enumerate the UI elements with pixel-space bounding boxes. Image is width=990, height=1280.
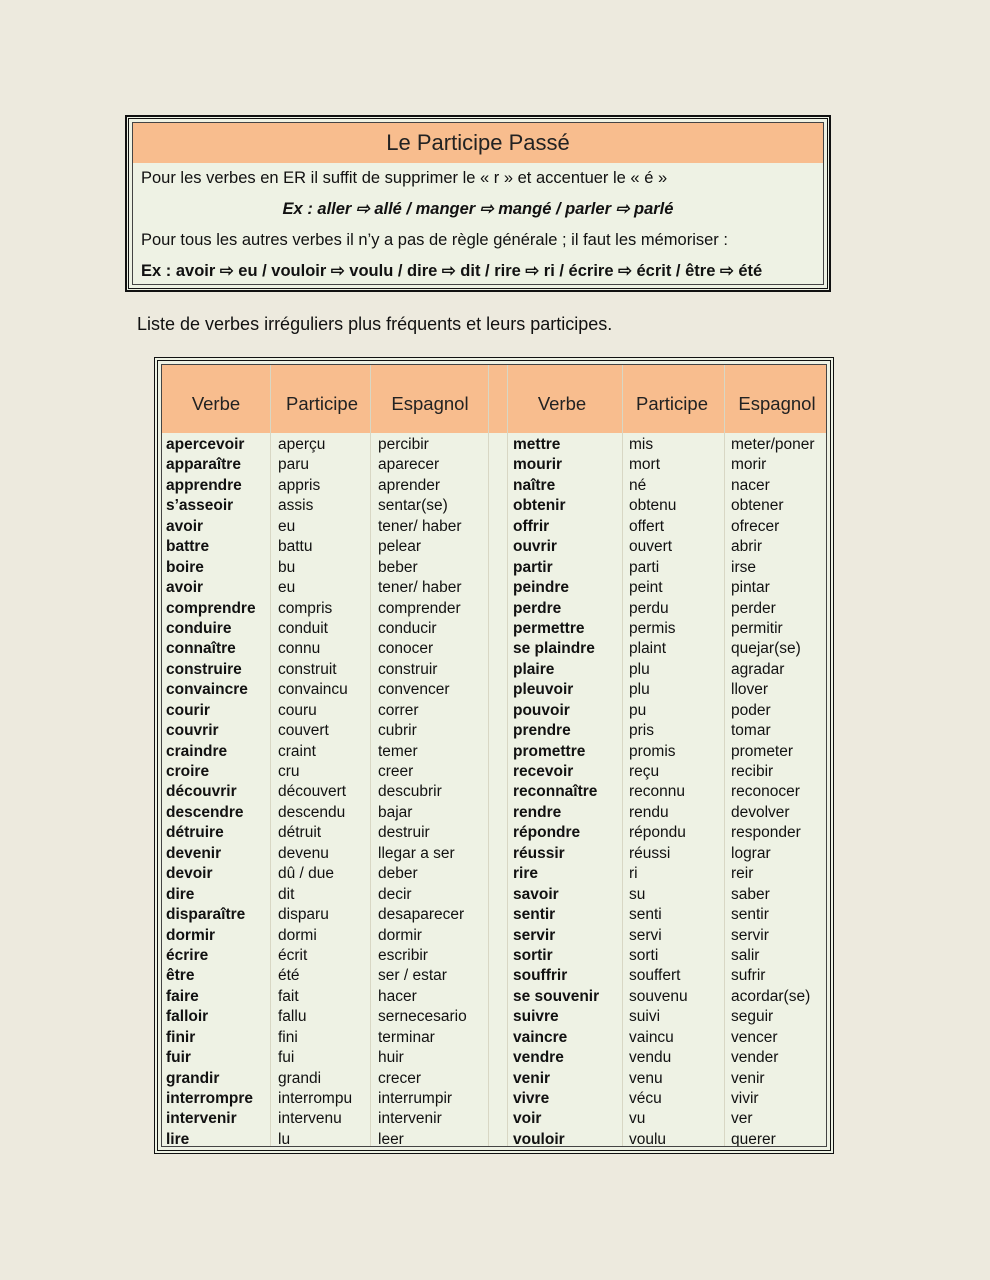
participle-2-cell: vécu — [629, 1090, 662, 1107]
verb-fr-1-cell: s’asseoir — [166, 497, 234, 515]
verb-fr-2-cell: se souvenir — [513, 987, 600, 1005]
participle-1-cell: dit — [278, 885, 295, 903]
verb-fr-1-cell: boire — [166, 558, 204, 576]
spanish-2-cell: vencer — [731, 1028, 778, 1046]
verb-fr-2-cell: souffrir — [513, 967, 568, 985]
table-row — [162, 537, 826, 557]
spanish-2-cell: meter/poner — [731, 436, 815, 453]
participle-1-cell: convaincu — [278, 681, 348, 699]
spanish-2-cell: nacer — [731, 476, 770, 494]
verb-fr-2-cell: vivre — [513, 1090, 550, 1107]
verb-fr-1-cell: devenir — [166, 844, 222, 862]
spanish-1-cell: conducir — [378, 619, 437, 637]
verb-fr-1-cell: apparaître — [166, 456, 241, 474]
participle-1-cell: conduit — [278, 619, 328, 637]
participle-1-cell: fallu — [278, 1008, 307, 1026]
header-participe-1: Participe — [286, 393, 358, 414]
spanish-2-cell: responder — [731, 824, 801, 842]
header-verbe-2: Verbe — [537, 393, 587, 414]
spanish-1-cell: construir — [378, 660, 438, 678]
participle-1-cell: craint — [278, 742, 316, 760]
participle-2-cell: reconnu — [629, 783, 686, 801]
spanish-2-cell: poder — [731, 701, 771, 719]
spanish-1-cell: aparecer — [378, 456, 440, 474]
spanish-2-cell: reconocer — [731, 783, 800, 801]
participle-2-cell: reçu — [629, 763, 660, 780]
verb-fr-1-cell: craindre — [166, 742, 228, 760]
verb-fr-2-cell: rendre — [513, 803, 562, 821]
verb-fr-2-cell: servir — [513, 926, 556, 944]
table-row — [162, 1109, 826, 1129]
spanish-2-cell: morir — [731, 456, 767, 474]
participle-2-cell: pris — [629, 722, 654, 740]
verb-fr-1-cell: descendre — [166, 803, 244, 821]
verb-fr-2-cell: répondre — [513, 824, 581, 842]
participle-1-cell: détruit — [278, 824, 322, 842]
table-row — [162, 1007, 826, 1027]
participle-1-cell: écrit — [278, 946, 308, 964]
participle-2-cell: vu — [629, 1110, 646, 1128]
spanish-1-cell: tener/ haber — [378, 579, 462, 597]
verb-fr-1-cell: détruire — [166, 824, 224, 842]
participle-2-cell: permis — [629, 619, 676, 637]
participle-2-cell: offert — [629, 517, 665, 535]
table-row — [162, 1089, 826, 1109]
spanish-2-cell: pintar — [731, 579, 770, 597]
verb-fr-2-cell: plaire — [513, 660, 555, 678]
verb-fr-1-cell: faire — [166, 987, 199, 1005]
spanish-2-cell: vivir — [731, 1090, 759, 1107]
spanish-2-cell: quejar(se) — [731, 640, 801, 658]
spanish-1-cell: destruir — [378, 824, 430, 842]
table-row — [162, 1069, 826, 1089]
participle-2-cell: senti — [629, 906, 662, 924]
spanish-2-cell: abrir — [731, 538, 763, 556]
spanish-1-cell: deber — [378, 865, 418, 883]
verb-fr-1-cell: conduire — [166, 619, 232, 637]
table-row — [162, 721, 826, 741]
table-row — [162, 803, 826, 823]
rule-box-inner — [132, 122, 824, 285]
table-row — [162, 701, 826, 721]
spanish-2-cell: perder — [731, 599, 776, 617]
verb-fr-1-cell: apercevoir — [166, 436, 245, 453]
spanish-1-cell: convencer — [378, 681, 450, 699]
header-verbe-1: Verbe — [191, 393, 241, 414]
participle-2-cell: réussi — [629, 844, 671, 862]
verb-fr-2-cell: partir — [513, 558, 553, 576]
table-row — [162, 455, 826, 475]
verb-fr-1-cell: interrompre — [166, 1090, 253, 1107]
spanish-1-cell: terminar — [378, 1028, 435, 1046]
participle-2-cell: mis — [629, 436, 654, 453]
verb-fr-1-cell: croire — [166, 763, 210, 780]
spanish-1-cell: ser / estar — [378, 967, 447, 985]
verb-fr-2-cell: recevoir — [513, 763, 574, 780]
participle-1-cell: eu — [278, 579, 296, 597]
table-row — [162, 1048, 826, 1068]
participle-2-cell: plaint — [629, 640, 667, 658]
table-row — [162, 660, 826, 680]
participle-1-cell: lu — [278, 1130, 291, 1147]
table-row — [162, 926, 826, 946]
verb-fr-1-cell: dormir — [166, 926, 216, 944]
table-row — [162, 1028, 826, 1048]
participle-2-cell: souffert — [629, 967, 681, 985]
spanish-1-cell: tener/ haber — [378, 517, 462, 535]
verb-fr-1-cell: convaincre — [166, 681, 248, 699]
participle-1-cell: eu — [278, 517, 296, 535]
participle-1-cell: dû / due — [278, 865, 335, 883]
spanish-2-cell: llover — [731, 681, 769, 699]
verb-fr-2-cell: rire — [513, 865, 538, 883]
verb-fr-1-cell: être — [166, 967, 195, 985]
verb-fr-2-cell: reconnaître — [513, 783, 598, 801]
participle-1-cell: connu — [278, 640, 321, 658]
participle-2-cell: né — [629, 476, 647, 494]
spanish-1-cell: beber — [378, 558, 418, 576]
spanish-1-cell: intervenir — [378, 1110, 442, 1128]
table-row — [162, 619, 826, 639]
table-row — [162, 987, 826, 1007]
spanish-1-cell: hacer — [378, 987, 417, 1005]
spanish-1-cell: creer — [378, 763, 414, 780]
spanish-2-cell: ofrecer — [731, 517, 780, 535]
participle-1-cell: grandi — [278, 1069, 322, 1087]
spanish-2-cell: salir — [731, 946, 760, 964]
participle-2-cell: ri — [629, 865, 638, 883]
table-row — [162, 599, 826, 619]
table-row — [162, 762, 826, 782]
spanish-2-cell: recibir — [731, 763, 774, 780]
participle-2-cell: perdu — [629, 599, 669, 617]
verb-fr-1-cell: finir — [166, 1028, 196, 1046]
table-row — [162, 782, 826, 802]
spanish-2-cell: agradar — [731, 660, 785, 678]
spanish-1-cell: cubrir — [378, 722, 417, 740]
participle-2-cell: rendu — [629, 803, 669, 821]
verb-fr-2-cell: réussir — [513, 844, 565, 862]
spanish-2-cell: saber — [731, 885, 770, 903]
spanish-1-cell: conocer — [378, 640, 434, 658]
participle-2-cell: répondu — [629, 824, 686, 842]
table-row — [162, 578, 826, 598]
verb-fr-1-cell: apprendre — [166, 476, 242, 494]
participle-1-cell: battu — [278, 538, 313, 556]
table-row — [162, 844, 826, 864]
spanish-1-cell: crecer — [378, 1069, 422, 1087]
spanish-2-cell: sufrir — [731, 967, 766, 985]
participle-1-cell: couru — [278, 701, 317, 719]
participle-2-cell: servi — [629, 926, 662, 944]
participle-1-cell: aperçu — [278, 436, 326, 453]
participle-2-cell: obtenu — [629, 497, 677, 515]
rule-title: Le Participe Passé — [133, 123, 823, 163]
verb-fr-1-cell: falloir — [166, 1008, 209, 1026]
verb-fr-2-cell: vouloir — [513, 1130, 565, 1147]
participle-1-cell: devenu — [278, 844, 329, 862]
spanish-1-cell: aprender — [378, 476, 441, 494]
spanish-2-cell: devolver — [731, 803, 790, 821]
participle-2-cell: vendu — [629, 1049, 672, 1067]
spanish-2-cell: seguir — [731, 1008, 774, 1026]
verb-fr-1-cell: lire — [166, 1130, 190, 1147]
verb-fr-2-cell: offrir — [513, 517, 550, 535]
verb-fr-1-cell: intervenir — [166, 1110, 237, 1128]
header-participe-2: Participe — [636, 393, 708, 414]
table-row — [162, 435, 826, 455]
spanish-1-cell: llegar a ser — [378, 844, 455, 862]
verb-fr-2-cell: obtenir — [513, 497, 566, 515]
verb-fr-1-cell: dire — [166, 885, 195, 903]
spanish-1-cell: temer — [378, 742, 418, 760]
verb-fr-1-cell: avoir — [166, 517, 204, 535]
table-row — [162, 558, 826, 578]
header-espagnol-1: Espagnol — [391, 393, 469, 414]
verb-fr-1-cell: couvrir — [166, 722, 219, 740]
spanish-1-cell: decir — [378, 885, 412, 903]
table-row — [162, 946, 826, 966]
participle-1-cell: fui — [278, 1049, 295, 1067]
spanish-1-cell: percibir — [378, 436, 429, 453]
verb-fr-2-cell: permettre — [513, 619, 585, 637]
verb-fr-2-cell: sentir — [513, 906, 556, 924]
header-espagnol-2: Espagnol — [738, 393, 816, 414]
participle-2-cell: su — [629, 885, 646, 903]
rule-other-verbs: Pour tous les autres verbes il n’y a pas de règle générale ; il faut les mémoriser : — [141, 231, 728, 249]
participle-2-cell: promis — [629, 742, 676, 760]
participe-passe-rule-box — [125, 115, 831, 292]
spanish-2-cell: servir — [731, 926, 769, 944]
participle-1-cell: cru — [278, 763, 300, 780]
spanish-1-cell: pelear — [378, 538, 422, 556]
table-row — [162, 639, 826, 659]
verbs-table-inner — [161, 364, 827, 1147]
table-row — [162, 885, 826, 905]
verb-fr-1-cell: construire — [166, 660, 242, 678]
table-row — [162, 742, 826, 762]
spanish-2-cell: lograr — [731, 844, 771, 862]
participle-1-cell: fini — [278, 1028, 298, 1046]
spanish-1-cell: correr — [378, 701, 419, 719]
participle-1-cell: descendu — [278, 803, 346, 821]
verb-fr-1-cell: connaître — [166, 640, 236, 658]
spanish-1-cell: comprender — [378, 599, 461, 617]
irregular-verbs-table — [154, 357, 834, 1154]
verb-fr-1-cell: comprendre — [166, 599, 256, 617]
verb-fr-2-cell: vaincre — [513, 1028, 568, 1046]
verb-fr-2-cell: voir — [513, 1110, 542, 1128]
participle-2-cell: parti — [629, 558, 660, 576]
verb-fr-1-cell: courir — [166, 701, 210, 719]
spanish-2-cell: tomar — [731, 722, 771, 740]
verb-fr-2-cell: vendre — [513, 1049, 564, 1067]
participle-1-cell: appris — [278, 476, 321, 494]
spanish-1-cell: descubrir — [378, 783, 442, 801]
participle-2-cell: pu — [629, 701, 647, 719]
spanish-1-cell: huir — [378, 1049, 404, 1067]
participle-2-cell: plu — [629, 681, 650, 699]
verb-fr-2-cell: promettre — [513, 742, 586, 760]
spanish-1-cell: leer — [378, 1130, 404, 1147]
verb-fr-2-cell: pleuvoir — [513, 681, 574, 699]
spanish-2-cell: irse — [731, 558, 756, 576]
verb-fr-2-cell: savoir — [513, 885, 559, 903]
participle-1-cell: paru — [278, 456, 310, 474]
table-row — [162, 864, 826, 884]
spanish-1-cell: interrumpir — [378, 1090, 453, 1107]
verb-fr-1-cell: grandir — [166, 1069, 220, 1087]
spanish-2-cell: sentir — [731, 906, 769, 924]
participle-2-cell: vaincu — [629, 1028, 674, 1046]
verb-fr-2-cell: suivre — [513, 1008, 559, 1026]
participle-1-cell: dormi — [278, 926, 317, 944]
participle-2-cell: sorti — [629, 946, 659, 964]
verb-fr-2-cell: peindre — [513, 579, 569, 597]
participle-1-cell: été — [278, 967, 300, 985]
participle-2-cell: mort — [629, 456, 660, 474]
participle-1-cell: intervenu — [278, 1110, 342, 1128]
participle-2-cell: suivi — [629, 1008, 661, 1026]
participle-1-cell: interrompu — [278, 1090, 353, 1107]
participle-2-cell: plu — [629, 660, 650, 678]
verb-fr-1-cell: battre — [166, 538, 210, 556]
table-row — [162, 476, 826, 496]
spanish-2-cell: reir — [731, 865, 754, 883]
spanish-1-cell: escribir — [378, 946, 428, 964]
table-row — [162, 1130, 826, 1147]
rule-example-other: Ex : avoir ⇨ eu / vouloir ⇨ voulu / dire ⇨ dit / rire ⇨ ri / écrire ⇨ écrit / être ⇨ été — [141, 262, 763, 280]
verb-fr-2-cell: se plaindre — [513, 640, 595, 658]
participle-2-cell: souvenu — [629, 987, 688, 1005]
spanish-1-cell: desaparecer — [378, 906, 465, 924]
spanish-2-cell: obtener — [731, 497, 784, 515]
spanish-2-cell: acordar(se) — [731, 987, 811, 1005]
participle-2-cell: voulu — [629, 1130, 667, 1147]
verb-fr-1-cell: devoir — [166, 865, 213, 883]
table-row — [162, 517, 826, 537]
verb-fr-1-cell: fuir — [166, 1049, 191, 1067]
participle-1-cell: disparu — [278, 906, 329, 924]
spanish-2-cell: venir — [731, 1069, 765, 1087]
spanish-2-cell: vender — [731, 1049, 779, 1067]
verb-fr-2-cell: venir — [513, 1069, 551, 1087]
verb-fr-2-cell: naître — [513, 476, 556, 494]
verb-fr-1-cell: écrire — [166, 946, 209, 964]
verb-fr-2-cell: prendre — [513, 722, 571, 740]
verb-fr-2-cell: mettre — [513, 436, 561, 453]
participle-2-cell: peint — [629, 579, 663, 597]
verb-fr-2-cell: sortir — [513, 946, 553, 964]
verb-fr-2-cell: ouvrir — [513, 538, 557, 556]
table-row — [162, 905, 826, 925]
verb-fr-1-cell: avoir — [166, 579, 204, 597]
spanish-2-cell: querer — [731, 1130, 776, 1147]
spanish-1-cell: dormir — [378, 926, 422, 944]
verb-fr-2-cell: perdre — [513, 599, 562, 617]
spanish-2-cell: prometer — [731, 742, 794, 760]
spanish-1-cell: bajar — [378, 803, 413, 821]
spanish-1-cell: sentar(se) — [378, 497, 448, 515]
rule-example-er: Ex : aller ⇨ allé / manger ⇨ mangé / parler ⇨ parlé — [282, 200, 674, 218]
participle-2-cell: venu — [629, 1069, 663, 1087]
participle-2-cell: ouvert — [629, 538, 673, 556]
participle-1-cell: fait — [278, 987, 299, 1005]
verb-fr-1-cell: disparaître — [166, 906, 246, 924]
rule-er-verbs: Pour les verbes en ER il suffit de supprimer le « r » et accentuer le « é » — [141, 169, 668, 187]
table-row — [162, 680, 826, 700]
table-row — [162, 496, 826, 516]
table-row — [162, 823, 826, 843]
list-caption: Liste de verbes irréguliers plus fréquents et leurs participes. — [137, 314, 613, 334]
table-row — [162, 966, 826, 986]
spanish-2-cell: ver — [731, 1110, 753, 1128]
table-body — [162, 435, 826, 1147]
participle-1-cell: découvert — [278, 783, 347, 801]
participle-1-cell: assis — [278, 497, 314, 515]
verb-fr-1-cell: découvrir — [166, 783, 237, 801]
participle-1-cell: construit — [278, 660, 337, 678]
table-header — [162, 365, 826, 433]
participle-1-cell: compris — [278, 599, 333, 617]
spanish-2-cell: permitir — [731, 619, 783, 637]
participle-1-cell: bu — [278, 558, 296, 576]
verb-fr-2-cell: mourir — [513, 456, 563, 474]
participle-1-cell: couvert — [278, 722, 329, 740]
spanish-1-cell: sernecesario — [378, 1008, 467, 1026]
verb-fr-2-cell: pouvoir — [513, 701, 570, 719]
